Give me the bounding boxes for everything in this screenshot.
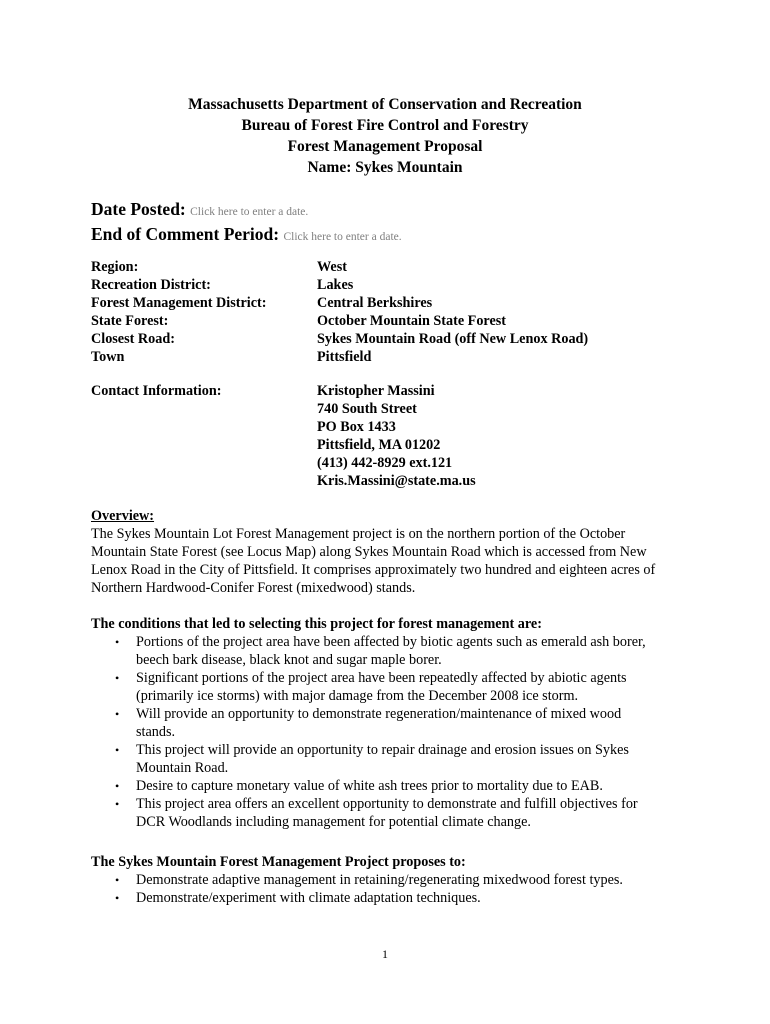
list-item-line: Portions of the project area have been affected by biotic agents such as emerald ash borer, (136, 634, 646, 650)
info-key: State Forest: (91, 313, 169, 329)
overview-line: Mountain State Forest (see Locus Map) along Sykes Mountain Road which is accessed from New (91, 544, 647, 560)
bullet-icon: • (115, 797, 120, 811)
contact-info (91, 382, 711, 490)
contact-street: 740 South Street (317, 401, 417, 417)
conditions-section (91, 615, 711, 831)
conditions-heading: The conditions that led to selecting this project for forest management are: (91, 616, 542, 632)
info-row (91, 330, 711, 348)
comment-period-field[interactable]: Click here to enter a date. (283, 231, 402, 243)
list-item-line: Will provide an opportunity to demonstrate regeneration/maintenance of mixed wood (136, 706, 622, 722)
list-item-line: Demonstrate/experiment with climate adaptation techniques. (136, 890, 481, 906)
overview-line: Lenox Road in the City of Pittsfield. It comprises approximately two hundred and eighteen acres of (91, 562, 656, 578)
info-value: West (317, 259, 347, 275)
list-item-line: stands. (136, 724, 176, 740)
info-key: Closest Road: (91, 331, 175, 347)
list-item-line: This project will provide an opportunity to repair drainage and erosion issues on Sykes (136, 742, 629, 758)
page-number: 1 (382, 947, 388, 961)
list-item-line: (primarily ice storms) with major damage from the December 2008 ice storm. (136, 688, 579, 704)
contact-email: Kris.Massini@state.ma.us (317, 473, 476, 489)
list-item (91, 741, 711, 777)
bullet-icon: • (115, 635, 120, 649)
proposes-heading: The Sykes Mountain Forest Management Project proposes to: (91, 854, 466, 870)
info-key: Forest Management District: (91, 295, 267, 311)
bullet-icon: • (115, 891, 120, 905)
date-fields (91, 198, 711, 248)
comment-period-label: End of Comment Period: (91, 224, 280, 244)
info-row (91, 258, 711, 276)
info-key: Town (91, 349, 125, 365)
title-name: Name: Sykes Mountain (307, 159, 463, 176)
list-item (91, 795, 711, 831)
info-value: October Mountain State Forest (317, 313, 507, 329)
overview-line: Northern Hardwood-Conifer Forest (mixedwood) stands. (91, 580, 416, 596)
info-key: Recreation District: (91, 277, 211, 293)
list-item-line: Demonstrate adaptive management in retaining/regenerating mixedwood forest types. (136, 872, 623, 888)
contact-name: Kristopher Massini (317, 383, 435, 399)
list-item (91, 633, 711, 669)
bullet-icon: • (115, 743, 120, 757)
list-item (91, 669, 711, 705)
date-posted-field[interactable]: Click here to enter a date. (190, 206, 309, 218)
title-proposal: Forest Management Proposal (287, 138, 483, 155)
list-item-line: This project area offers an excellent opportunity to demonstrate and fulfill objectives for (136, 796, 638, 812)
contact-city: Pittsfield, MA 01202 (317, 437, 441, 453)
location-info (91, 258, 711, 366)
bullet-icon: • (115, 671, 120, 685)
title-agency: Massachusetts Department of Conservation and Recreation (188, 96, 582, 113)
list-item-line: Desire to capture monetary value of white ash trees prior to mortality due to EAB. (136, 778, 603, 794)
contact-po-box: PO Box 1433 (317, 419, 396, 435)
date-posted-row (91, 198, 711, 223)
contact-label: Contact Information: (91, 383, 222, 399)
list-item-line: DCR Woodlands including management for potential climate change. (136, 814, 531, 830)
overview-section (91, 507, 706, 597)
list-item (91, 705, 711, 741)
info-value: Central Berkshires (317, 295, 433, 311)
proposes-section (91, 853, 711, 907)
list-item-line: Significant portions of the project area have been repeatedly affected by abiotic agents (136, 670, 627, 686)
info-row (91, 348, 711, 366)
overview-paragraph (91, 525, 706, 597)
date-posted-label: Date Posted: (91, 199, 186, 219)
info-row (91, 276, 711, 294)
list-item (91, 889, 711, 907)
proposes-list (91, 871, 711, 907)
bullet-icon: • (115, 707, 120, 721)
title-bureau: Bureau of Forest Fire Control and Forestry (241, 117, 529, 134)
bullet-icon: • (115, 873, 120, 887)
document-title (0, 94, 770, 178)
comment-period-row (91, 223, 711, 248)
overview-line: The Sykes Mountain Lot Forest Management project is on the northern portion of the October (91, 526, 626, 542)
info-value: Pittsfield (317, 349, 372, 365)
list-item (91, 871, 711, 889)
list-item-line: beech bark disease, black knot and sugar maple borer. (136, 652, 442, 668)
info-row (91, 312, 711, 330)
info-row (91, 294, 711, 312)
conditions-list (91, 633, 711, 831)
overview-heading: Overview: (91, 508, 155, 524)
list-item-line: Mountain Road. (136, 760, 229, 776)
list-item (91, 777, 711, 795)
bullet-icon: • (115, 779, 120, 793)
contact-phone: (413) 442-8929 ext.121 (317, 455, 453, 471)
info-value: Sykes Mountain Road (off New Lenox Road) (317, 331, 589, 347)
info-key: Region: (91, 259, 139, 275)
info-value: Lakes (317, 277, 354, 293)
contact-details (317, 382, 476, 490)
